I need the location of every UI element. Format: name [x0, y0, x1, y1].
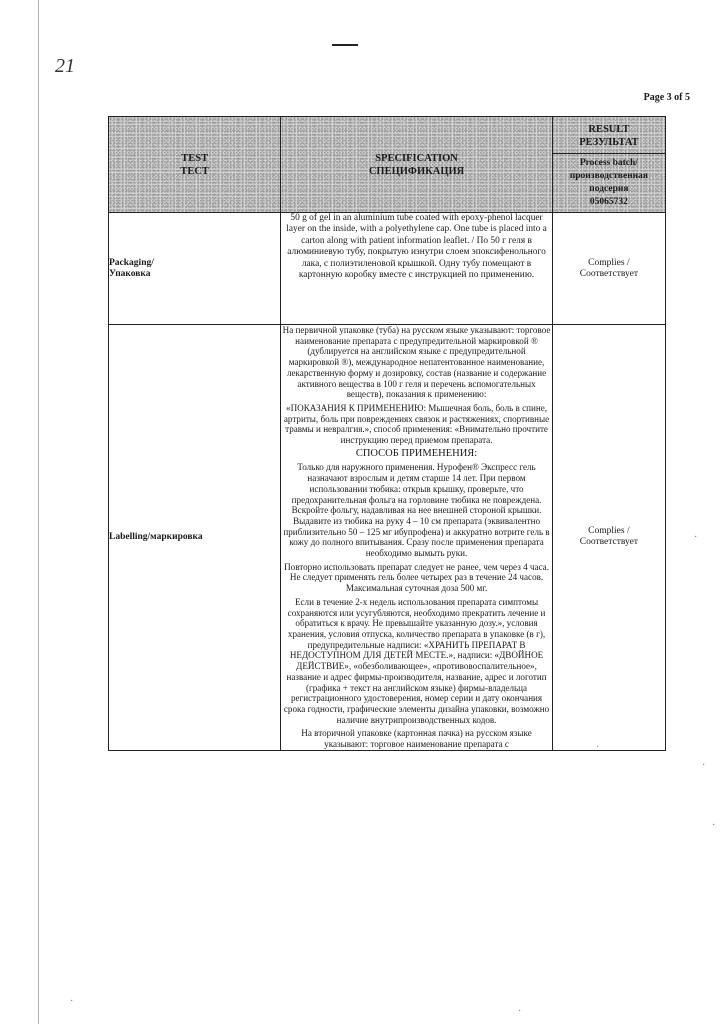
- header-test: [109, 117, 281, 213]
- scan-speck: ·: [596, 742, 600, 753]
- spec-paragraph: Если в течение 2-х недель использования препарата симптомы сохраняются или усугубляются, необходимо прекратить лечение и обратиться к врачу. Не превышайте указанную дозу.», условия хранения, условия отпуска, количество препарата в упаковке (в г), предупредительные надписи: «ХРАНИТЬ ПРЕПАРАТ В НЕДОСТУПНОМ ДЛЯ ДЕТЕЙ МЕСТЕ.», надписи: «ДВОЙНОЕ ДЕЙСТВИЕ», «обезболивающее», «противовоспалительное», название и адрес фирмы-производителя, название, адрес и логотип (графика + текст на английском языке) фирмы-владельца регистрационного удостоверения, номер серии и дату окончания срока годности, графические элементы дизайна упаковки, возможно наличие внутрипроизводственных кодов.: [283, 596, 550, 725]
- header-result: [552, 117, 665, 213]
- spec-subheading: СПОСОБ ПРИМЕНЕНИЯ:: [355, 447, 478, 459]
- scan-speck: ·: [518, 1006, 522, 1017]
- spec-paragraph: «ПОКАЗАНИЯ К ПРИМЕНЕНИЮ: Мышечная боль, боль в спине, артриты, боль при повреждениях связок и растяжениях, спортивные травмы и невралгия.», способ применения: «Внимательно прочтите инструкцию перед приемом препарата.: [283, 402, 550, 446]
- row-labelling-test: Labelling/маркировка: [109, 325, 281, 751]
- spec-paragraph: На первичной упаковке (туба) на русском языке указывают: торговое наименование препарата с предупредительной маркировкой ® (дублируется на английском языке с предупредительной маркировкой ®), международное непатентованное наименование, лекарственную форму и дозировку, состав (название и содержание активного вещества в 100 г геля и перечень вспомогательных веществ), показания к применению:: [282, 325, 551, 400]
- scan-speck: ·: [694, 532, 698, 543]
- specification-table: [108, 116, 666, 751]
- row-packaging-test: Packaging/ Упаковка: [109, 213, 281, 325]
- row-packaging-result: Complies / Соответствует: [552, 213, 665, 325]
- scan-speck: ·: [712, 820, 716, 831]
- spec-paragraph: Повторно использовать препарат следует не ранее, чем через 4 часа. Не следует применять гель более четырех раз в течение 24 часов. Максимальная суточная доза 500 мг.: [284, 561, 549, 594]
- handwritten-page-mark: 21: [55, 55, 75, 77]
- table-row: [109, 325, 666, 751]
- row-packaging-spec: 50 g of gel in an aluminium tube coated with epoxy-phenol lacquer layer on the inside, with a polyethylene cap. One tube is placed into a carton along with patient information leaflet. / По 50 г геля в алюминиевую тубу, покрытую изнутри слоем эпоксифенольного лака, с полиэтиленовой крышкой. Одну тубу помещают в картонную коробку вместе с инструкцией по применению.: [281, 213, 552, 325]
- page-number: Page 3 of 5: [643, 92, 690, 103]
- header-spec-en: SPECIFICATION: [375, 152, 458, 164]
- table-row: [109, 213, 666, 325]
- scan-speck: ·: [70, 996, 74, 1007]
- table-header-row: [109, 117, 666, 213]
- spec-paragraph: На вторичной упаковке (картонная пачка) на русском языке указывают: торговое наименование препарата с: [301, 728, 532, 750]
- header-batch-line2: производственная: [569, 171, 648, 181]
- header-result-en: RESULT: [588, 124, 630, 135]
- header-result-ru: РЕЗУЛЬТАТ: [579, 137, 639, 148]
- header-specification: [281, 117, 552, 213]
- row-labelling-spec: [281, 325, 552, 751]
- header-batch-number: 05065732: [589, 197, 628, 207]
- spec-paragraph: Только для наружного применения. Нурофен® Экспресс гель назначают взрослым и детям старше 14 лет. При первом использовании тюбика: открыв крышку, проверьте, что предохранительная фольга на горловине тюбика не повреждена. Вскройте фольгу, надавливая на нее внешней стороной крышки. Выдавите из тюбика на руку 4 – 10 см препарата (эквивалентно приблизительно 50 – 125 мг ибупрофена) и аккуратно вотрите гель в кожу до полного впитывания. Сразу после применения препарата необходимо вымыть руки.: [283, 462, 550, 559]
- header-test-en: TEST: [181, 152, 209, 164]
- row-labelling-result: Complies / Соответствует: [552, 325, 665, 751]
- binding-margin-line: [38, 0, 39, 1024]
- header-batch-line3: подсерия: [589, 184, 629, 194]
- scan-speck: ·: [702, 760, 706, 771]
- header-batch-line1: Process batch/: [579, 158, 638, 168]
- top-dash-mark: [332, 44, 358, 46]
- header-spec-ru: СПЕЦИФИКАЦИЯ: [368, 165, 465, 177]
- header-test-ru: ТЕСТ: [180, 165, 209, 177]
